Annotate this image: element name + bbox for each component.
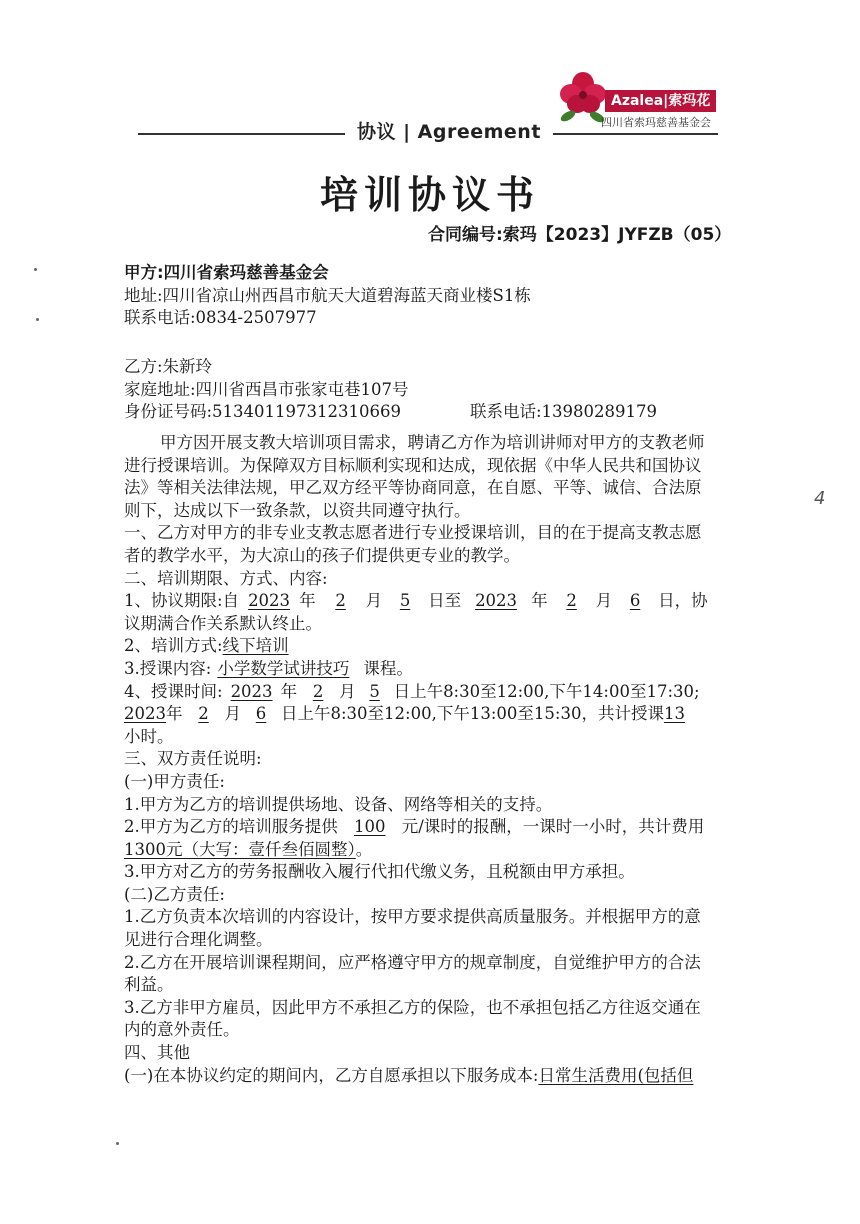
time-1-year: 2023: [230, 681, 273, 701]
term-end-month: 2: [566, 591, 577, 611]
section-1-line: 一、乙方对甲方的非专业支教志愿者进行专业授课培训，目的在于提高支教志愿: [124, 523, 702, 543]
time-2-year: 2023: [124, 704, 166, 724]
training-content: 小学数学试讲技巧: [217, 658, 350, 678]
logo-brand-banner: Azalea|索玛花: [605, 90, 716, 112]
time-2-day: 6: [255, 704, 267, 724]
term-start-day: 5: [399, 591, 411, 611]
party-a-duty-heading: (一)甲方责任:: [124, 771, 225, 791]
party-b-duty-heading: (二)乙方责任:: [124, 884, 225, 904]
term-line: [124, 590, 734, 613]
time-prefix: 4、授课时间:: [124, 681, 223, 701]
duty-2-mid: 元/课时的报酬，一课时一小时，共计费用: [401, 817, 705, 837]
mode-prefix: 2、培训方式:: [124, 636, 223, 656]
fee-total-line: [124, 839, 734, 862]
header-tab-label: 协议 | Agreement: [345, 117, 553, 144]
time-2-month: 2: [198, 704, 209, 724]
party-b-duty-2-cont: 利益。: [124, 975, 174, 995]
term-start-year: 2023: [248, 591, 291, 611]
time-line-2: [124, 703, 734, 726]
margin-handwriting: 4: [814, 488, 826, 509]
party-a-duty-1: 1.甲方为乙方的培训提供场地、设备、网络等相关的支持。: [124, 794, 553, 814]
hours-unit: 小时。: [124, 726, 174, 746]
other-clause-prefix: (一)在本协议约定的期间内，乙方自愿承担以下服务成本:: [124, 1065, 539, 1085]
month-char: 月: [595, 591, 613, 611]
day-to-char: 日至: [428, 591, 462, 611]
time-1-tail: 日上午8:30至12:00,下午14:00至17:30;: [393, 681, 700, 701]
content-line: [124, 658, 734, 681]
party-a-phone: 联系电话:0834-2507977: [124, 308, 317, 328]
fee-total-end: 。: [355, 839, 373, 859]
party-b-address: 家庭地址:四川省西昌市张家屯巷107号: [124, 379, 409, 399]
party-b-duty-3: 3.乙方非甲方雇员，因此甲方不承担乙方的保险，也不承担包括乙方往返交通在: [124, 997, 701, 1017]
section-3-heading: 三、双方责任说明:: [124, 749, 262, 769]
preamble-line: 则下，达成以下一致条款，以资共同遵守执行。: [124, 500, 471, 520]
year-char: 年: [280, 681, 298, 701]
preamble: [124, 432, 734, 1087]
preamble-line: 法》等相关法律法规，甲乙双方经平等协商同意，在自愿、平等、诚信、合法原: [124, 478, 702, 498]
party-a-duty-2: [124, 816, 734, 839]
month-char: 月: [339, 681, 356, 701]
other-clause-1: [124, 1065, 734, 1088]
term-prefix: 1、协议期限:自: [124, 591, 240, 611]
party-b-duty-3-cont: 内的意外责任。: [124, 1020, 240, 1040]
month-char: 月: [224, 704, 241, 724]
scan-speck: [34, 268, 37, 271]
party-b-phone: 联系电话:13980289179: [470, 402, 658, 422]
content-suffix: 课程。: [363, 658, 413, 678]
logo-org-name: 四川省索玛慈善基金会: [601, 116, 711, 129]
party-b-name: 乙方:朱新玲: [124, 357, 213, 376]
section-4-heading: 四、其他: [124, 1043, 190, 1063]
time-1-day: 5: [369, 681, 380, 701]
training-mode: 线下培训: [222, 636, 289, 656]
year-char: 年: [166, 704, 183, 724]
month-char: 月: [365, 591, 383, 611]
section-2-heading: 二、培训期限、方式、内容:: [124, 568, 328, 588]
party-a-duty-3: 3.甲方对乙方的劳务报酬收入履行代扣代缴义务，且税额由甲方承担。: [124, 862, 635, 882]
document-title: 培训协议书: [319, 173, 540, 217]
foundation-logo: [553, 68, 728, 130]
party-a-address: 地址:四川省凉山州西昌市航天大道碧海蓝天商业楼S1栋: [124, 285, 531, 305]
time-2-tail: 日上午8:30至12:00,下午13:00至15:30，共计授课: [281, 704, 664, 724]
term-end-day: 6: [629, 591, 641, 611]
time-line-1: [124, 681, 734, 704]
total-hours: 13: [663, 704, 685, 724]
mode-line: [124, 635, 734, 658]
contract-number: 合同编号:索玛【2023】JYFZB（05）: [428, 225, 732, 245]
fee-total: 1300元（大写：壹仟叁佰圆整）: [124, 839, 356, 859]
time-1-month: 2: [312, 681, 324, 701]
scan-speck: [116, 1142, 119, 1145]
hourly-rate: 100: [354, 817, 386, 837]
term-start-month: 2: [335, 591, 346, 611]
party-b-id-row: [124, 401, 734, 424]
year-char: 年: [299, 591, 316, 611]
section-1-line: 者的教学水平，为大凉山的孩子们提供更专业的教学。: [124, 545, 520, 565]
party-b-duty-1-cont: 见进行合理化调整。: [124, 930, 273, 950]
party-b-block: [124, 356, 734, 424]
term-tail: 议期满合作关系默认终止。: [124, 613, 322, 633]
year-char: 年: [531, 591, 548, 611]
duty-2-prefix: 2.甲方为乙方的培训服务提供: [124, 817, 338, 837]
content-prefix: 3.授课内容:: [124, 658, 212, 678]
party-b-duty-1: 1.乙方负责本次培训的内容设计，按甲方要求提供高质量服务。并根据甲方的意: [124, 907, 701, 927]
azalea-flower-icon: [559, 68, 607, 126]
other-clause-underlined: 日常生活费用(包括但: [538, 1065, 694, 1085]
term-end-year: 2023: [475, 591, 518, 611]
party-b-id: 身份证号码:513401197312310669: [124, 402, 402, 422]
preamble-line: 进行授课培训。为保障双方目标顺利实现和达成，现依据《中华人民共和国协议: [124, 455, 702, 475]
day-end-char: 日，协: [658, 591, 708, 611]
party-b-duty-2: 2.乙方在开展培训课程期间，应严格遵守甲方的规章制度，自觉维护甲方的合法: [124, 952, 701, 972]
scan-speck: [36, 318, 39, 321]
preamble-line: 甲方因开展支教大培训项目需求，聘请乙方作为培训讲师对甲方的支教老师: [160, 433, 705, 452]
party-a-name: 甲方:四川省索玛慈善基金会: [124, 263, 329, 282]
party-a-block: [124, 262, 734, 330]
